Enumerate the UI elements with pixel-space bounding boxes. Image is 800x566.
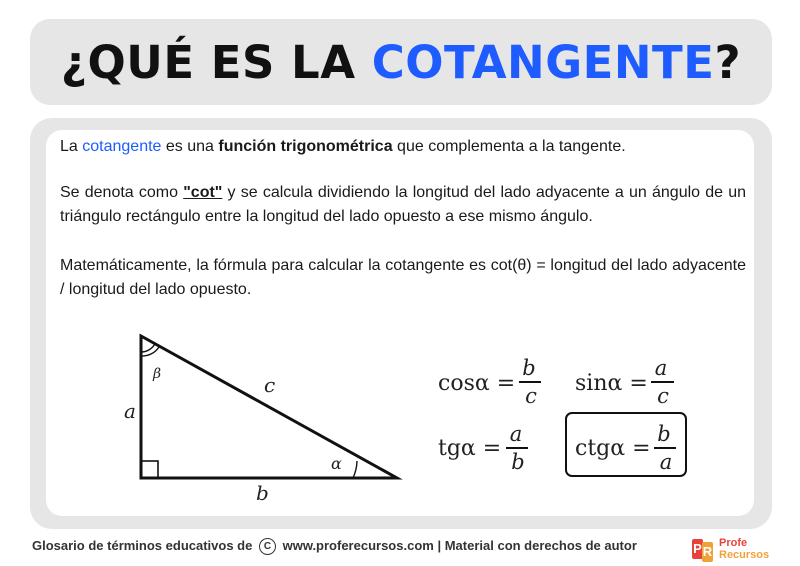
footer-separator: | xyxy=(437,538,442,553)
side-c-label: c xyxy=(264,373,276,397)
title-keyword: COTANGENTE xyxy=(371,35,715,89)
angle-alpha-label: α xyxy=(331,454,342,473)
title-prefix: ¿QUÉ ES LA xyxy=(60,35,372,89)
tg-denominator: b xyxy=(511,450,525,474)
copyright-icon: C xyxy=(259,538,276,555)
logo-letter-r: R xyxy=(702,542,713,562)
p1-text-a: La xyxy=(60,138,83,155)
footer-rights: Material con derechos de autor xyxy=(444,538,637,553)
sin-numerator: a xyxy=(654,356,668,380)
sin-lhs: sinα = xyxy=(575,371,648,396)
side-a-label: a xyxy=(124,399,136,423)
sin-denominator: c xyxy=(657,384,669,408)
p2-text-a: Se denota como xyxy=(60,184,184,201)
notation-cot: "cot" xyxy=(183,184,223,201)
side-b-label: b xyxy=(256,481,269,505)
right-triangle xyxy=(141,336,397,478)
footer-credit xyxy=(32,538,637,555)
term-trig-function: función trigonométrica xyxy=(218,138,393,155)
cos-lhs: cosα = xyxy=(438,371,516,396)
ctg-numerator: b xyxy=(657,422,671,446)
ctg-lhs: ctgα = xyxy=(575,436,651,461)
formula-paragraph: Matemáticamente, la fórmula para calcular la cotangente es cot(θ) = longitud del lado adyacente / longitud del lado opuesto. xyxy=(60,257,746,298)
tg-numerator: a xyxy=(509,422,523,446)
beta-arc xyxy=(141,343,155,352)
logo-mark-icon xyxy=(692,539,714,561)
p2-text-b: y se calcula dividiendo la longitud del lado adyacente a un ángulo de un triángulo rectángulo entre la longitud del lado opuesto a ese mismo ángulo. xyxy=(60,184,747,225)
logo-letter-p: P xyxy=(692,539,703,559)
ctg-denominator: a xyxy=(659,450,673,474)
proferecursos-logo xyxy=(692,536,772,562)
cos-numerator: b xyxy=(522,356,536,380)
angle-beta-label: β xyxy=(153,366,162,382)
right-angle-marker xyxy=(141,461,158,478)
p1-text-b: es una xyxy=(161,138,219,155)
term-cotangente: cotangente xyxy=(82,138,162,155)
alpha-arc xyxy=(353,461,357,478)
p1-text-c: que complementa a la tangente. xyxy=(392,138,626,155)
footer-site-link[interactable]: www.proferecursos.com xyxy=(282,538,434,553)
footer-lead: Glosario de términos educativos de xyxy=(32,538,253,553)
logo-word-recursos: Recursos xyxy=(719,549,770,561)
tg-lhs: tgα = xyxy=(438,436,502,461)
title-suffix: ? xyxy=(714,35,742,89)
cos-denominator: c xyxy=(525,384,537,408)
logo-word-profe: Profe xyxy=(719,537,748,549)
